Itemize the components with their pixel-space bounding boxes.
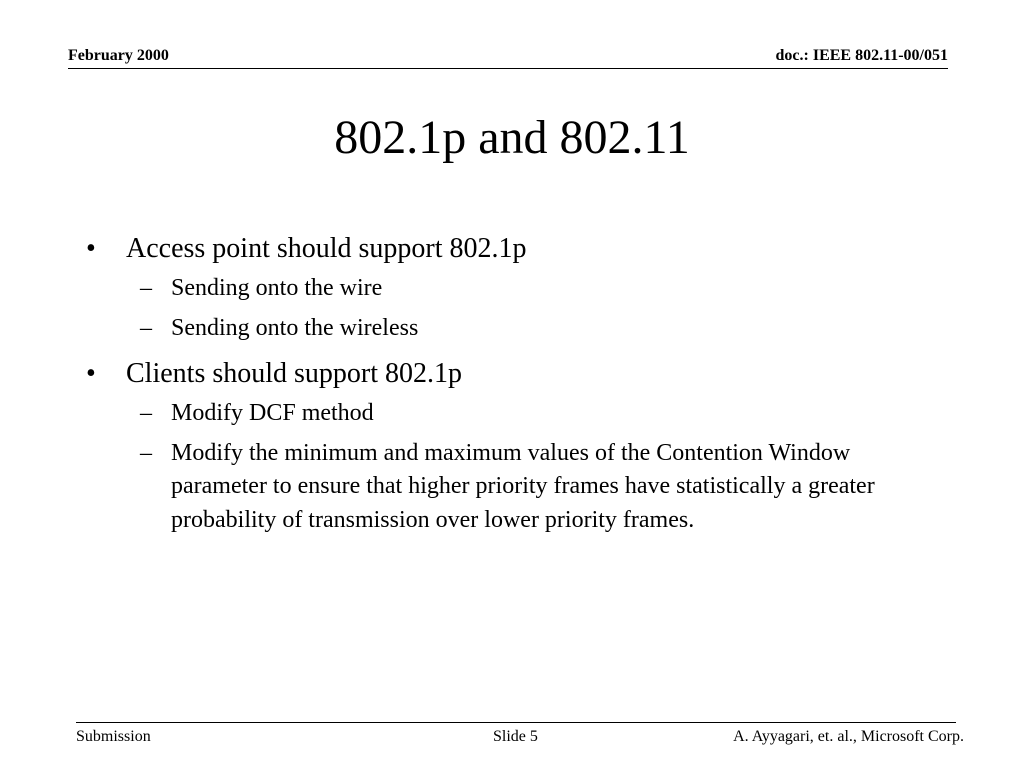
sub-bullet-item	[86, 397, 886, 431]
slide-header	[68, 44, 948, 69]
sub-bullet-text: Sending onto the wire	[171, 275, 383, 301]
bullet-mark: •	[86, 358, 96, 389]
slide-title: 802.1p and 802.11	[334, 111, 690, 164]
footer-authors: A. Ayyagari, et. al., Microsoft Corp.	[733, 728, 964, 745]
bullet-group-access-point	[86, 232, 886, 345]
slide-body	[86, 230, 886, 537]
bullet-mark: •	[86, 233, 96, 264]
bullet-item	[86, 232, 886, 266]
bullet-group-clients	[86, 357, 886, 537]
dash-mark: –	[140, 439, 152, 466]
footer-slide-number: Slide 5	[493, 728, 538, 745]
sub-bullet-text: Modify the minimum and maximum values of the Contention Window parameter to ensure that higher priority frames have statistically a greater probability of transmission over lower priority frames.	[171, 439, 875, 533]
sub-bullet-item	[86, 437, 886, 538]
header-date: February 2000	[68, 47, 169, 64]
bullet-text: Access point should support 802.1p	[126, 233, 527, 264]
sub-bullet-item	[86, 272, 886, 306]
dash-mark: –	[140, 400, 152, 426]
dash-mark: –	[140, 314, 152, 341]
header-doc-id: doc.: IEEE 802.11-00/051	[775, 47, 948, 64]
sub-bullet-item	[86, 312, 886, 346]
bullet-text: Clients should support 802.1p	[126, 358, 463, 389]
footer-submission: Submission	[76, 728, 151, 745]
sub-bullet-text: Modify DCF method	[171, 400, 374, 426]
slide-footer	[76, 722, 964, 751]
sub-bullet-text: Sending onto the wireless	[171, 314, 419, 341]
dash-mark: –	[140, 275, 152, 301]
bullet-item	[86, 357, 886, 391]
